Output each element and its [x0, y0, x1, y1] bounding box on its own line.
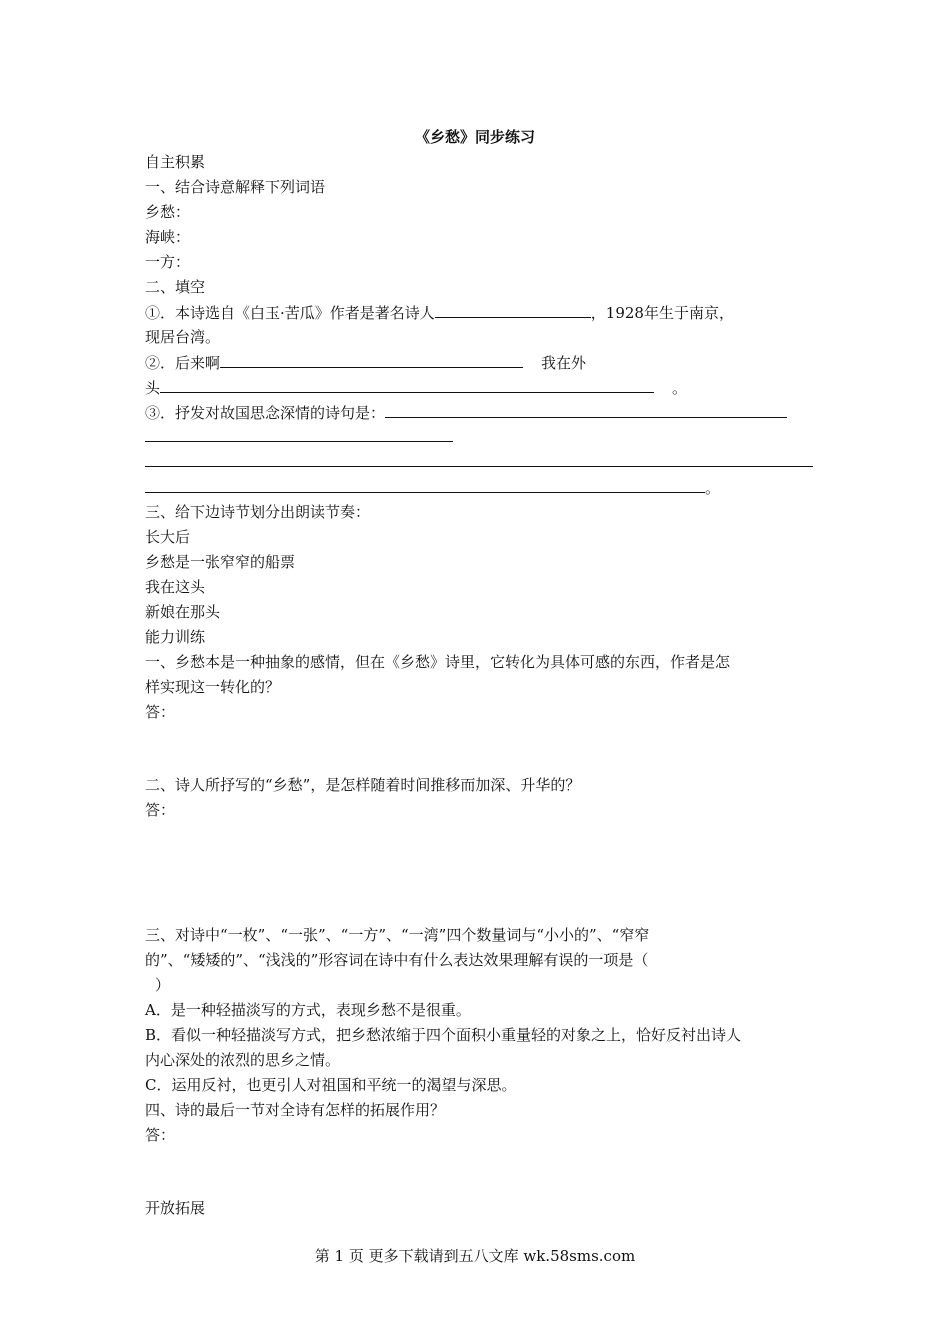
q2-item1-blank[interactable]: [435, 302, 591, 318]
poem-line-2: 乡愁是一张窄窄的船票: [145, 553, 296, 571]
a3-question-line3: ）: [155, 976, 171, 994]
q2-heading: 二、填空: [145, 278, 206, 296]
a2-answer-label: 答：: [145, 801, 176, 819]
q2-item1-text-b: ，1928年生于南京，: [590, 304, 734, 322]
a3-option-a: A．是一种轻描淡写的方式，表现乡愁不是很重。: [145, 1001, 471, 1019]
q1-item-xiangchou: 乡愁：: [145, 203, 191, 221]
q2-item1-line2: 现居台湾。: [145, 328, 221, 346]
q2-item2-blank-1[interactable]: [220, 352, 523, 368]
q2-item3-blank-2[interactable]: [145, 441, 453, 442]
q2-item2-text-a: ②．后来啊: [145, 354, 221, 372]
q1-item-haixia: 海峡：: [145, 228, 191, 246]
poem-line-4: 新娘在那头: [145, 603, 221, 621]
q2-item1-line: [145, 302, 734, 323]
a1-question-line2: 样实现这一转化的？: [145, 678, 281, 696]
q2-item1-text-a: ①．本诗选自《白玉·苦瓜》作者是著名诗人: [145, 304, 435, 322]
q2-item3-end: 。: [705, 479, 721, 497]
a3-option-b-line2: 内心深处的浓烈的思乡之情。: [145, 1051, 341, 1069]
page-footer: 第 1 页 更多下载请到五八文库 wk.58sms.com: [314, 1247, 636, 1265]
poem-line-1: 长大后: [145, 528, 191, 546]
section-ability-training: 能力训练: [145, 628, 206, 646]
q2-item3-line4: [145, 477, 720, 498]
a2-question: 二、诗人所抒写的“乡愁”，是怎样随着时间推移而加深、升华的？: [145, 776, 581, 794]
page-title: 《乡愁》同步练习: [414, 128, 535, 146]
q2-item3-text-a: ③．抒发对故国思念深情的诗句是：: [145, 404, 386, 422]
q2-item2-line: [145, 352, 586, 373]
a4-answer-label: 答：: [145, 1126, 176, 1144]
q2-item3-blank-3[interactable]: [145, 466, 813, 467]
a3-question-line2: 的”、“矮矮的”、“浅浅的”形容词在诗中有什么表达效果理解有误的一项是（: [145, 951, 649, 969]
q2-item2-text-c: 头: [145, 379, 161, 397]
section-open-extension: 开放拓展: [145, 1199, 206, 1217]
a1-answer-label: 答：: [145, 703, 176, 721]
q1-item-yifang: 一方：: [145, 253, 191, 271]
a4-question: 四、诗的最后一节对全诗有怎样的拓展作用？: [145, 1101, 446, 1119]
q2-item2-text-b: 我在外: [541, 354, 587, 372]
q1-heading: 一、结合诗意解释下列词语: [145, 178, 326, 196]
a3-question-line1: 三、对诗中“一枚”、“一张”、“一方”、“一湾”四个数量词与“小小的”、“窄窄: [145, 926, 650, 944]
q2-item2-text-d: 。: [672, 379, 688, 397]
q2-item3-blank-1[interactable]: [385, 402, 787, 418]
q2-item3-line: [145, 402, 787, 423]
a3-option-c: C．运用反衬，也更引人对祖国和平统一的渴望与深思。: [145, 1076, 517, 1094]
section-self-study: 自主积累: [145, 153, 206, 171]
poem-line-3: 我在这头: [145, 578, 206, 596]
q3-heading: 三、给下边诗节划分出朗读节奏：: [145, 503, 371, 521]
a1-question-line1: 一、乡愁本是一种抽象的感情，但在《乡愁》诗里，它转化为具体可感的东西，作者是怎: [145, 653, 731, 671]
a3-option-b-line1: B．看似一种轻描淡写方式，把乡愁浓缩于四个面积小重量轻的对象之上，恰好反衬出诗人: [145, 1026, 742, 1044]
q2-item3-blank-4[interactable]: [145, 477, 705, 493]
q2-item2-line2: [145, 377, 687, 398]
q2-item2-blank-2[interactable]: [160, 377, 654, 393]
